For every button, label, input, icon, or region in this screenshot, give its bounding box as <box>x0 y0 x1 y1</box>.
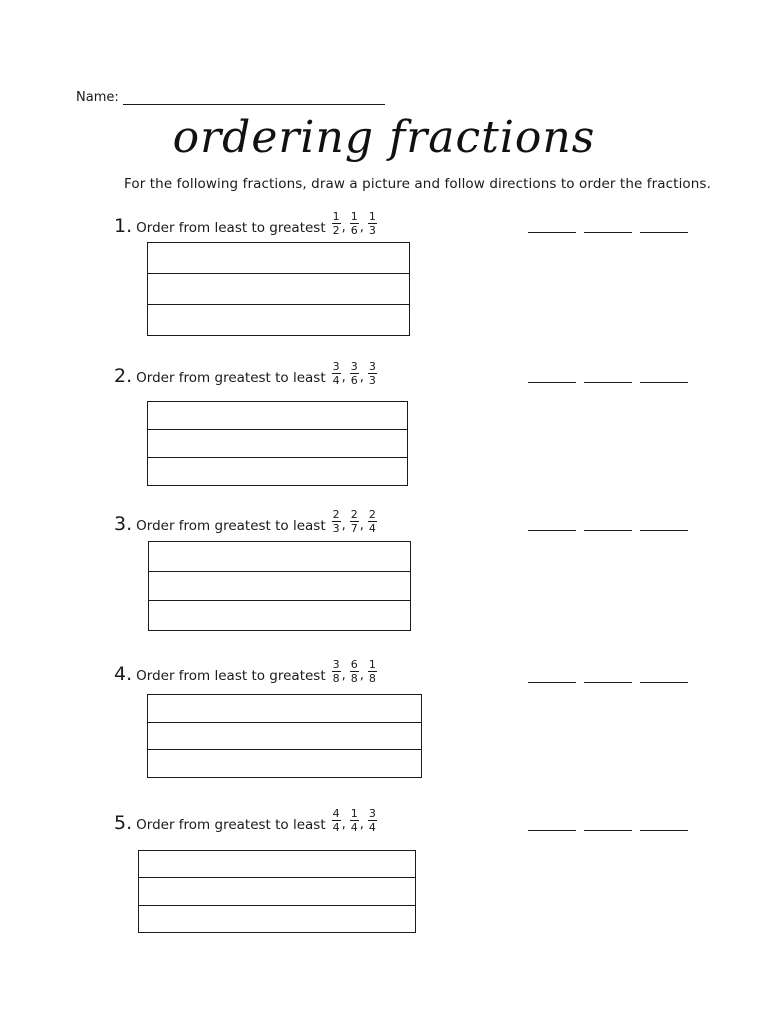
question-1 <box>114 196 377 236</box>
denominator: 7 <box>350 522 358 535</box>
fraction-bar[interactable] <box>148 750 421 777</box>
fraction <box>368 659 377 684</box>
numerator: 3 <box>350 360 358 373</box>
question-number: 5. <box>114 812 133 834</box>
numerator: 1 <box>368 210 376 223</box>
denominator: 8 <box>332 672 340 685</box>
fraction-list: $\frac{2}{3}$ , $\frac{2}{7}$ , $\frac{2}{4}$ <box>332 508 376 535</box>
answer-blank[interactable] <box>528 372 576 383</box>
fraction <box>332 509 341 534</box>
answer-blank[interactable] <box>640 372 688 383</box>
answer-blank[interactable] <box>640 520 688 531</box>
fraction-bar[interactable] <box>139 851 415 878</box>
fraction <box>368 211 377 236</box>
denominator: 4 <box>368 522 376 535</box>
fraction-bar[interactable] <box>139 906 415 932</box>
question-text: Order from greatest to least <box>136 517 326 534</box>
question-text: Order from greatest to least <box>136 369 326 386</box>
numerator: 2 <box>368 508 376 521</box>
denominator: 8 <box>368 672 376 685</box>
numerator: 3 <box>332 360 340 373</box>
answer-blank[interactable] <box>584 672 632 683</box>
fraction-bar[interactable] <box>148 274 409 305</box>
fraction <box>332 211 341 236</box>
denominator: 3 <box>368 374 376 387</box>
answer-blank[interactable] <box>584 372 632 383</box>
name-field[interactable] <box>123 90 385 105</box>
answer-blank[interactable] <box>528 520 576 531</box>
numerator: 2 <box>350 508 358 521</box>
answer-blank[interactable] <box>584 820 632 831</box>
numerator: 3 <box>332 658 340 671</box>
fraction-bar-model[interactable] <box>147 242 410 336</box>
answer-blank[interactable] <box>640 222 688 233</box>
fraction-bar[interactable] <box>148 723 421 751</box>
answer-blank[interactable] <box>528 820 576 831</box>
fraction-bar-model[interactable] <box>147 694 422 778</box>
fraction-bar[interactable] <box>149 572 410 602</box>
answer-blanks <box>528 672 688 683</box>
denominator: 6 <box>350 374 358 387</box>
fraction <box>368 509 377 534</box>
denominator: 3 <box>368 224 376 237</box>
fraction <box>350 361 359 386</box>
fraction-bar[interactable] <box>148 695 421 723</box>
fraction-bar[interactable] <box>148 458 407 485</box>
denominator: 8 <box>350 672 358 685</box>
numerator: 3 <box>368 360 376 373</box>
fraction-bar[interactable] <box>148 430 407 458</box>
fraction <box>350 659 359 684</box>
question-number: 3. <box>114 513 133 535</box>
denominator: 4 <box>368 821 376 834</box>
answer-blank[interactable] <box>584 520 632 531</box>
numerator: 1 <box>350 807 358 820</box>
fraction-bar[interactable] <box>148 305 409 335</box>
numerator: 4 <box>332 807 340 820</box>
fraction-bar[interactable] <box>149 601 410 630</box>
numerator: 1 <box>368 658 376 671</box>
answer-blanks <box>528 372 688 383</box>
name-row <box>76 90 385 105</box>
question-number: 4. <box>114 663 133 685</box>
numerator: 2 <box>332 508 340 521</box>
question-number: 1. <box>114 215 133 237</box>
fraction-list: $\frac{4}{4}$ , $\frac{1}{4}$ , $\frac{3}{4}$ <box>332 807 376 834</box>
numerator: 1 <box>350 210 358 223</box>
question-4 <box>114 644 377 684</box>
instructions: For the following fractions, draw a picture and follow directions to order the fractions. <box>124 176 711 192</box>
fraction <box>350 211 359 236</box>
fraction <box>332 808 341 833</box>
denominator: 4 <box>350 821 358 834</box>
denominator: 6 <box>350 224 358 237</box>
fraction <box>350 509 359 534</box>
answer-blank[interactable] <box>640 820 688 831</box>
fraction-bar[interactable] <box>148 402 407 430</box>
fraction-bar[interactable] <box>148 243 409 274</box>
fraction-list: $\frac{1}{2}$ , $\frac{1}{6}$ , $\frac{1}{3}$ <box>332 210 376 237</box>
fraction-list: $\frac{3}{8}$ , $\frac{6}{8}$ , $\frac{1}{8}$ <box>332 658 376 685</box>
fraction-bar[interactable] <box>149 542 410 572</box>
fraction <box>332 361 341 386</box>
numerator: 6 <box>350 658 358 671</box>
denominator: 3 <box>332 522 340 535</box>
name-label: Name: <box>76 90 119 105</box>
answer-blank[interactable] <box>584 222 632 233</box>
answer-blank[interactable] <box>528 222 576 233</box>
question-5 <box>114 793 377 833</box>
fraction <box>332 659 341 684</box>
question-2 <box>114 346 377 386</box>
fraction-bar-model[interactable] <box>147 401 408 486</box>
answer-blank[interactable] <box>640 672 688 683</box>
question-text: Order from least to greatest <box>136 667 326 684</box>
fraction-list: $\frac{3}{4}$ , $\frac{3}{6}$ , $\frac{3}{3}$ <box>332 360 376 387</box>
page-title: ordering fractions <box>172 112 596 163</box>
denominator: 4 <box>332 821 340 834</box>
question-3 <box>114 494 377 534</box>
fraction <box>350 808 359 833</box>
fraction <box>368 808 377 833</box>
question-text: Order from greatest to least <box>136 816 326 833</box>
answer-blanks <box>528 222 688 233</box>
numerator: 3 <box>368 807 376 820</box>
answer-blanks <box>528 520 688 531</box>
answer-blank[interactable] <box>528 672 576 683</box>
denominator: 4 <box>332 374 340 387</box>
denominator: 2 <box>332 224 340 237</box>
fraction-bar-model[interactable] <box>148 541 411 631</box>
question-number: 2. <box>114 365 133 387</box>
question-text: Order from least to greatest <box>136 219 326 236</box>
fraction <box>368 361 377 386</box>
fraction-bar[interactable] <box>139 878 415 905</box>
fraction-bar-model[interactable] <box>138 850 416 933</box>
answer-blanks <box>528 820 688 831</box>
numerator: 1 <box>332 210 340 223</box>
